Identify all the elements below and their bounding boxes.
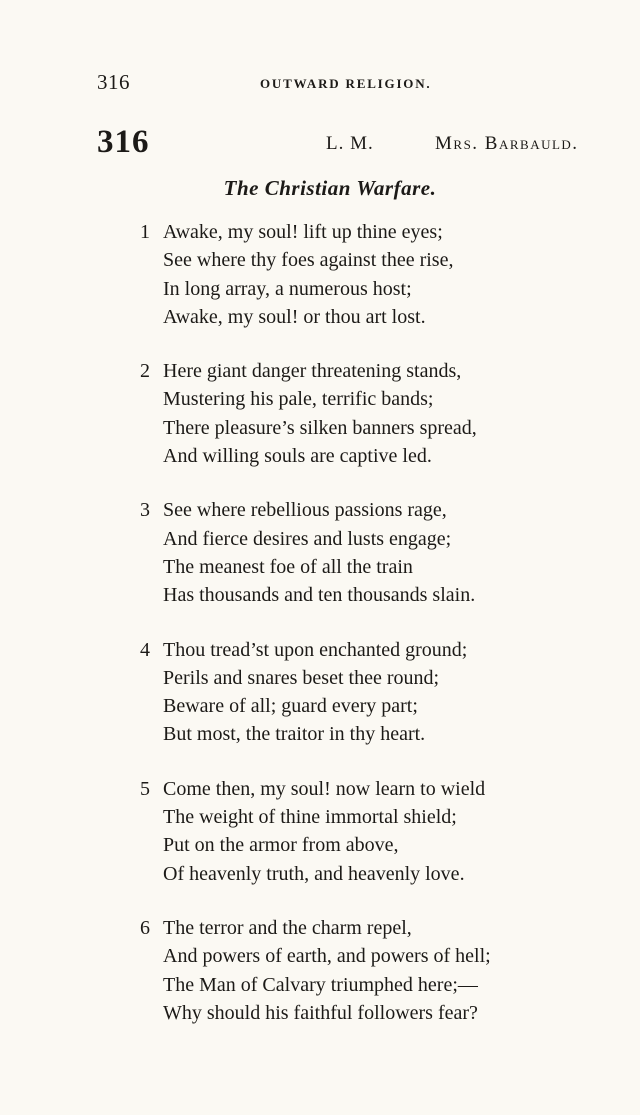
verse-line: And powers of earth, and powers of hell; bbox=[163, 945, 491, 968]
page-number: 316 bbox=[97, 70, 130, 94]
verse-line: Perils and snares beset thee round; bbox=[163, 666, 440, 689]
stanza bbox=[140, 357, 620, 470]
verse-line: Beware of all; guard every part; bbox=[163, 695, 418, 718]
stanza-number: 5 bbox=[140, 777, 150, 800]
verse-line: But most, the traitor in thy heart. bbox=[163, 723, 426, 746]
verse-line: See where thy foes against thee rise, bbox=[163, 249, 454, 272]
verse-line: The meanest foe of all the train bbox=[163, 555, 413, 578]
stanza-lines bbox=[163, 636, 620, 749]
verse-line: Why should his faithful followers fear? bbox=[163, 1001, 478, 1024]
stanza-list bbox=[140, 218, 620, 1053]
stanza-lines bbox=[163, 218, 620, 331]
verse-line: Awake, my soul! or thou art lost. bbox=[163, 305, 426, 328]
stanza-number: 3 bbox=[140, 499, 150, 522]
running-title: OUTWARD RELIGION. bbox=[260, 76, 432, 91]
hymn-title: The Christian Warfare. bbox=[223, 176, 437, 200]
verse-line: There pleasure’s silken banners spread, bbox=[163, 416, 477, 439]
stanza-number: 6 bbox=[140, 916, 150, 939]
verse-line: Thou tread’st upon enchanted ground; bbox=[163, 638, 468, 661]
verse-line: Come then, my soul! now learn to wield bbox=[163, 777, 486, 800]
stanza-number: 2 bbox=[140, 360, 150, 383]
verse-line: Here giant danger threatening stands, bbox=[163, 360, 462, 383]
verse-line: Mustering his pale, terrific bands; bbox=[163, 388, 434, 411]
stanza bbox=[140, 496, 620, 609]
stanza-lines bbox=[163, 775, 620, 888]
verse-line: See where rebellious passions rage, bbox=[163, 499, 447, 522]
stanza-lines bbox=[163, 357, 620, 470]
verse-line: Has thousands and ten thousands slain. bbox=[163, 584, 476, 607]
hymn-author: Mrs. Barbauld. bbox=[435, 133, 579, 154]
verse-line: The Man of Calvary triumphed here;— bbox=[163, 973, 478, 996]
hymn-header bbox=[97, 124, 607, 164]
stanza bbox=[140, 775, 620, 888]
verse-line: In long array, a numerous host; bbox=[163, 277, 412, 300]
hymn-meter: L. M. bbox=[326, 133, 374, 154]
running-head bbox=[97, 70, 557, 94]
verse-line: Awake, my soul! lift up thine eyes; bbox=[163, 221, 443, 243]
stanza-lines bbox=[163, 496, 620, 609]
stanza bbox=[140, 636, 620, 749]
verse-line: And fierce desires and lusts engage; bbox=[163, 527, 452, 550]
verse-line: Of heavenly truth, and heavenly love. bbox=[163, 862, 465, 885]
stanza bbox=[140, 914, 620, 1027]
verse-line: Put on the armor from above, bbox=[163, 834, 399, 857]
stanza-number: 1 bbox=[140, 221, 150, 243]
verse-line: And willing souls are captive led. bbox=[163, 445, 432, 468]
stanza-lines bbox=[163, 914, 620, 1027]
verse-line: The weight of thine immortal shield; bbox=[163, 806, 457, 829]
hymn-number: 316 bbox=[97, 124, 150, 160]
stanza-number: 4 bbox=[140, 638, 150, 661]
stanza bbox=[140, 218, 620, 331]
verse-line: The terror and the charm repel, bbox=[163, 916, 412, 939]
